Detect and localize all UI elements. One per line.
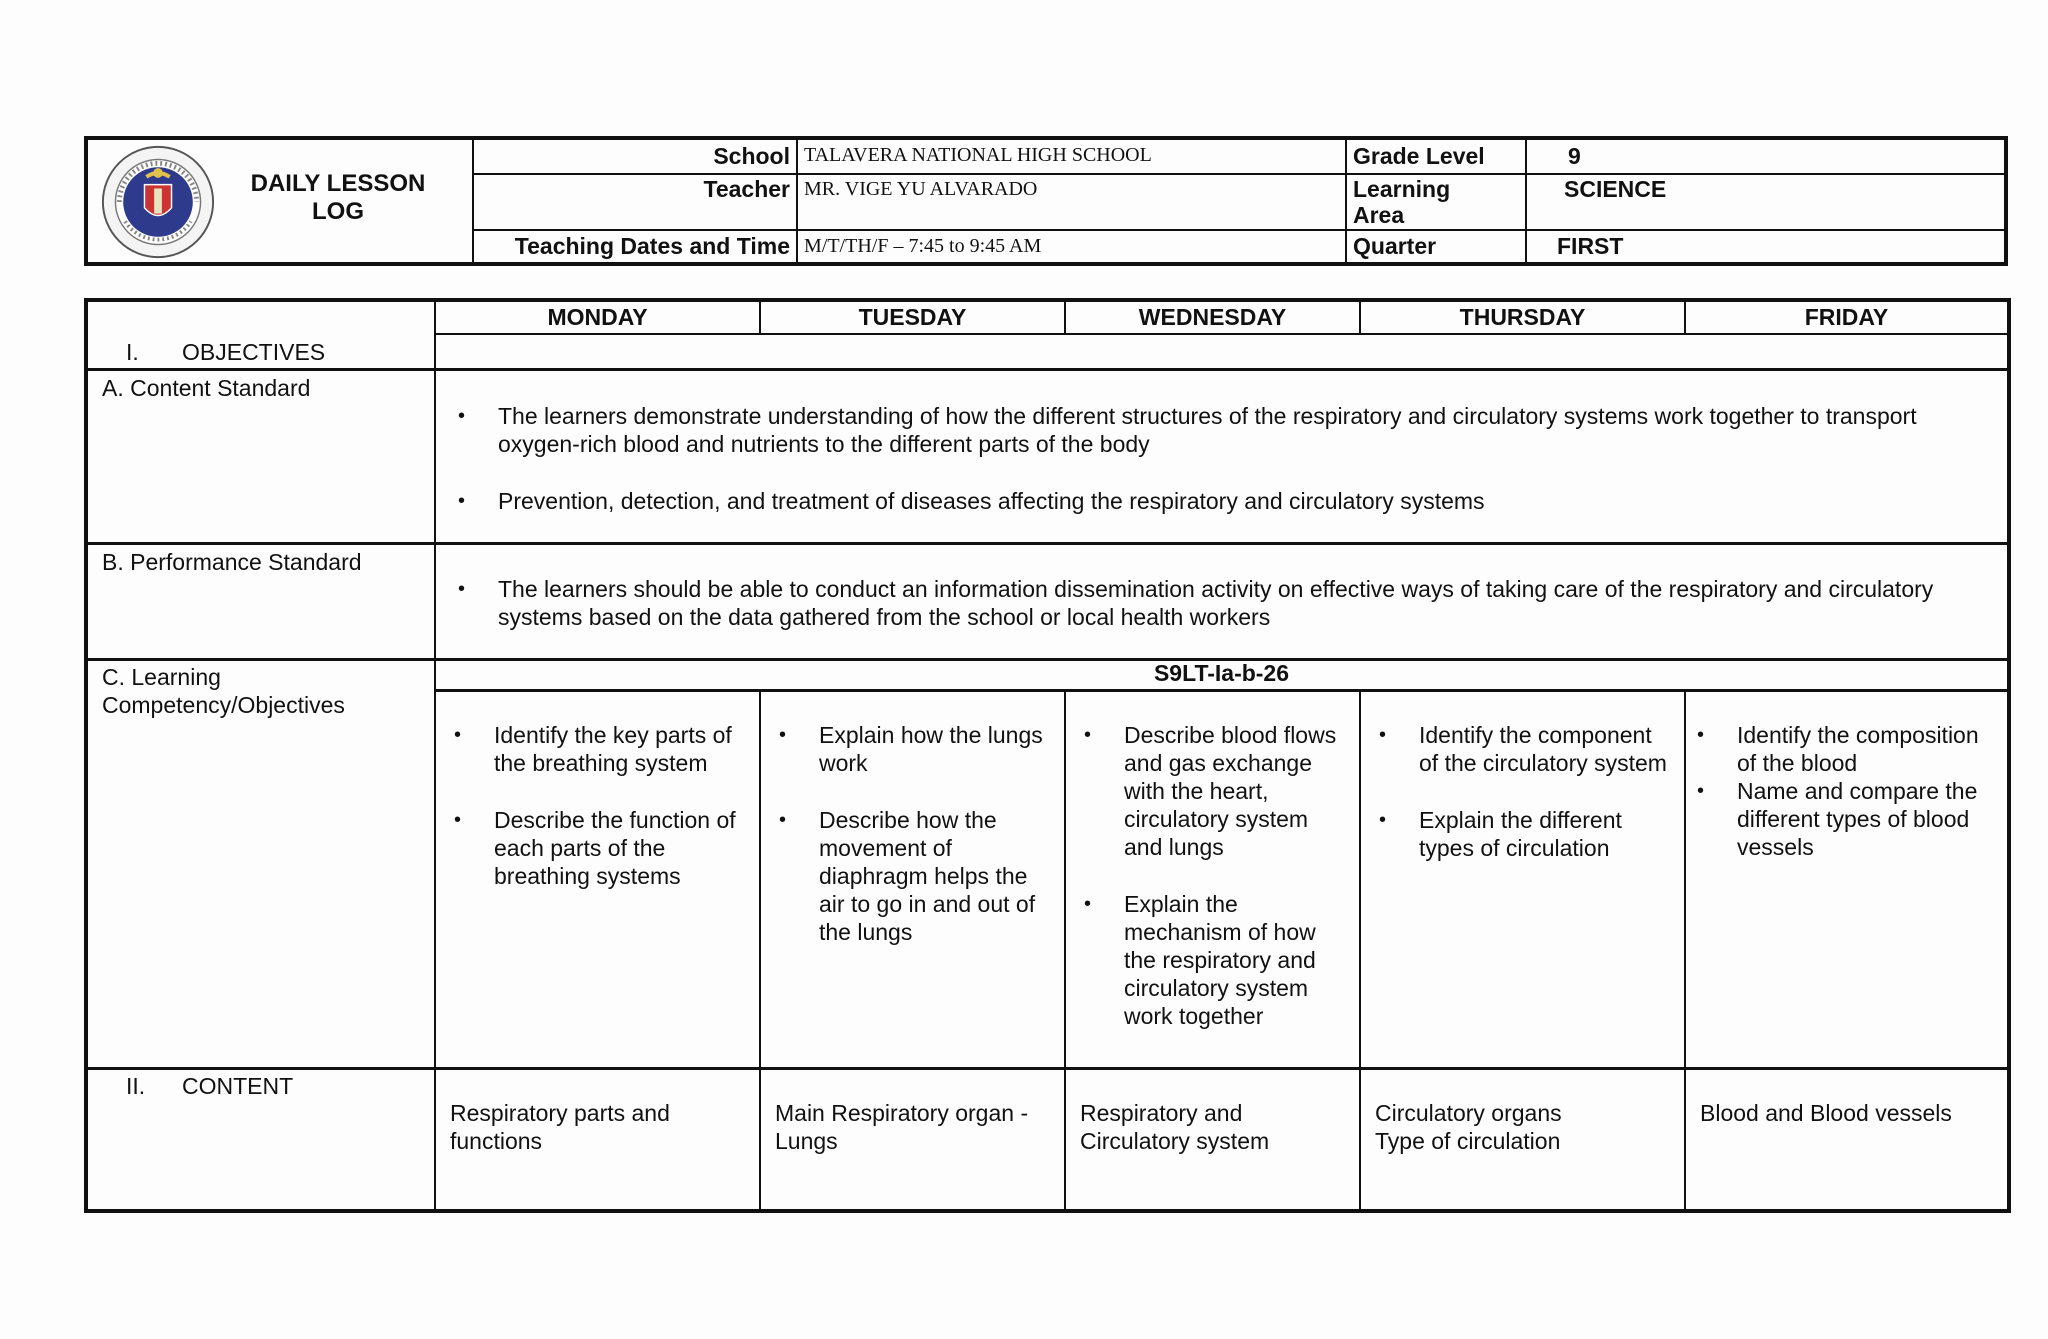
competency-item: • Explain how the lungs work bbox=[779, 721, 1051, 777]
competency-code: S9LT-Ia-b-26 bbox=[1153, 660, 1290, 686]
competency-item: • Explain the different types of circulation bbox=[1379, 806, 1669, 862]
header-table bbox=[84, 136, 2008, 266]
competency-item: • Describe blood flows and gas exchange with the heart, circulatory system and lungs bbox=[1084, 721, 1346, 861]
competency-list-monday bbox=[454, 721, 744, 890]
day-header-tuesday: TUESDAY bbox=[858, 304, 967, 330]
competency-list-tuesday bbox=[779, 721, 1051, 946]
competency-item: • Describe how the movement of diaphragm helps the air to go in and out of the lungs bbox=[779, 806, 1051, 946]
competency-item: • Identify the component of the circulatory system bbox=[1379, 721, 1669, 777]
day-header-wednesday: WEDNESDAY bbox=[1138, 304, 1287, 330]
content-monday: Respiratory parts and functions bbox=[450, 1100, 670, 1154]
content-heading: CONTENT bbox=[182, 1073, 294, 1099]
content-friday: Blood and Blood vessels bbox=[1700, 1100, 1952, 1126]
learning-competency-label: C. Learning Competency/Objectives bbox=[102, 664, 345, 718]
teacher-label: Teacher bbox=[703, 176, 790, 202]
school-value: TALAVERA NATIONAL HIGH SCHOOL bbox=[804, 144, 1152, 166]
learning-area-label: Learning Area bbox=[1353, 176, 1451, 228]
learning-area-value: SCIENCE bbox=[1564, 176, 1667, 202]
content-number: II. bbox=[126, 1073, 146, 1099]
competency-list-wednesday bbox=[1084, 721, 1346, 1030]
document-title: DAILY LESSON LOG bbox=[250, 170, 426, 225]
grade-level-label: Grade Level bbox=[1353, 143, 1485, 169]
lesson-log-table bbox=[84, 298, 2011, 1213]
content-wednesday: Respiratory and Circulatory system bbox=[1080, 1100, 1270, 1154]
teacher-value: MR. VIGE YU ALVARADO bbox=[804, 178, 1038, 200]
competency-item: • Identify the key parts of the breathing system bbox=[454, 721, 744, 777]
objectives-heading: OBJECTIVES bbox=[182, 339, 326, 365]
deped-seal-logo bbox=[100, 144, 216, 260]
content-thursday-line1: Circulatory organs bbox=[1375, 1100, 1562, 1126]
teaching-dates-label: Teaching Dates and Time bbox=[514, 233, 790, 259]
content-standard-item: • Prevention, detection, and treatment of diseases affecting the respiratory and circulatory systems bbox=[458, 487, 1978, 515]
competency-item: • Name and compare the different types of blood vessels bbox=[1697, 777, 1997, 861]
day-header-friday: FRIDAY bbox=[1804, 304, 1889, 330]
competency-item: • Explain the mechanism of how the respiratory and circulatory system work together bbox=[1084, 890, 1346, 1030]
competency-item: • Identify the composition of the blood bbox=[1697, 721, 1997, 777]
performance-standard-label: B. Performance Standard bbox=[102, 549, 362, 575]
quarter-label: Quarter bbox=[1353, 233, 1437, 259]
performance-standard-list bbox=[458, 575, 1978, 631]
competency-list-friday bbox=[1697, 721, 1997, 861]
quarter-value: FIRST bbox=[1557, 233, 1624, 259]
competency-list-thursday bbox=[1379, 721, 1669, 862]
performance-standard-item: • The learners should be able to conduct an information dissemination activity on effective ways of taking care of the respiratory and circulatory systems based on the data gathered from the school or local health workers bbox=[458, 575, 1978, 631]
day-header-thursday: THURSDAY bbox=[1459, 304, 1586, 330]
content-standard-list bbox=[458, 402, 1978, 515]
school-label: School bbox=[713, 143, 790, 169]
content-standard-label: A. Content Standard bbox=[102, 375, 311, 401]
day-header-monday: MONDAY bbox=[547, 304, 648, 330]
competency-item: • Describe the function of each parts of the breathing systems bbox=[454, 806, 744, 890]
grade-level-value: 9 bbox=[1568, 143, 1581, 169]
objectives-number: I. bbox=[126, 339, 139, 365]
teaching-dates-value: M/T/TH/F – 7:45 to 9:45 AM bbox=[804, 235, 1042, 257]
content-tuesday: Main Respiratory organ - Lungs bbox=[775, 1100, 1029, 1154]
content-standard-item: • The learners demonstrate understanding of how the different structures of the respiratory and circulatory systems work together to transport oxygen-rich blood and nutrients to the different parts of the body bbox=[458, 402, 1978, 458]
content-thursday-line2: Type of circulation bbox=[1375, 1128, 1561, 1154]
